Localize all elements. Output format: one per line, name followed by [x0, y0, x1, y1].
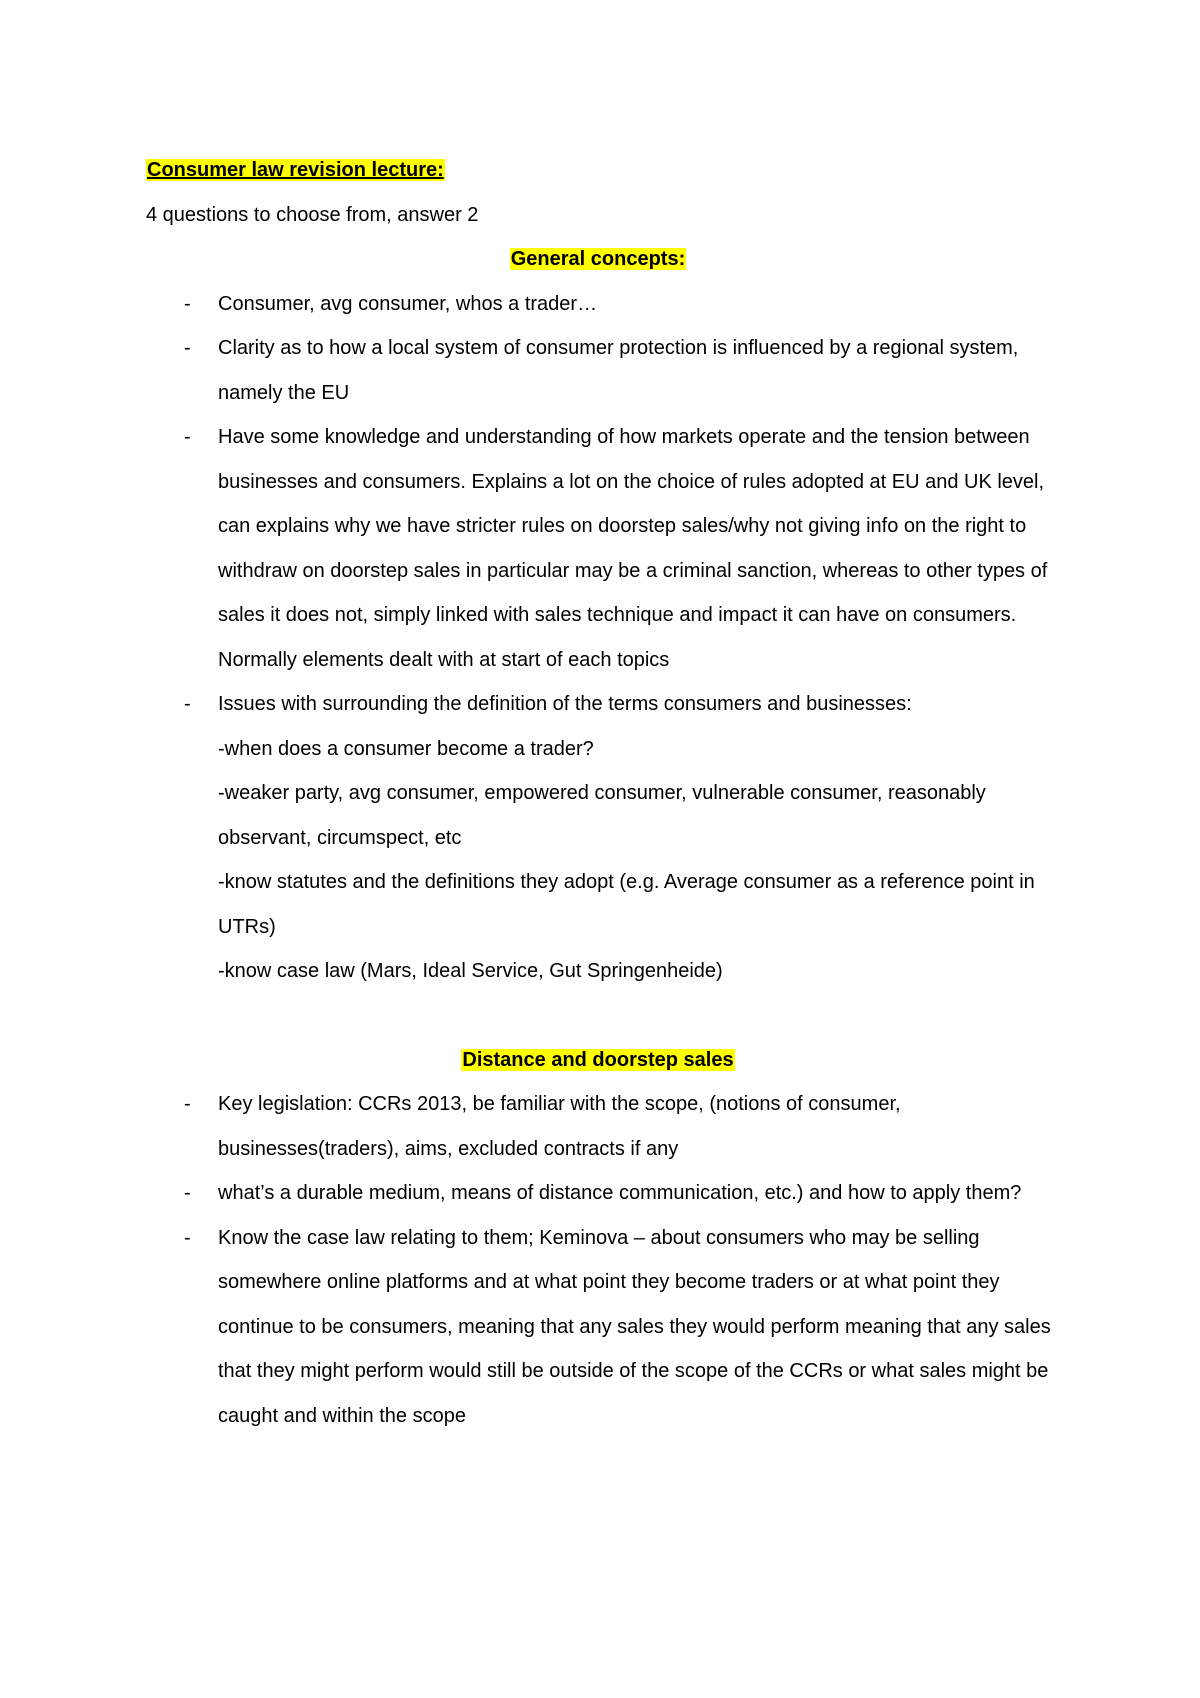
section-heading-distance-doorstep-line	[146, 1038, 1060, 1083]
general-concepts-list	[146, 282, 1060, 994]
dash-bullet: -	[184, 1226, 191, 1249]
list-item	[146, 1082, 1060, 1171]
list-item	[146, 1216, 1060, 1439]
sub-point: -know statutes and the definitions they adopt (e.g. Average consumer as a reference point in UTRs)	[218, 871, 1035, 938]
list-item	[146, 326, 1060, 415]
dash-bullet: -	[184, 337, 191, 359]
document-title: Consumer law revision lecture:	[147, 159, 444, 181]
dash-bullet: -	[184, 693, 191, 715]
list-item	[146, 282, 1060, 327]
list-item-text: Have some knowledge and understanding of how markets operate and the tension between businesses and consumers. Explains a lot on the choice of rules adopted at EU and UK level, can explains why we have stricter rules on doorstep sales/why not giving info on the right to withdraw on doorstep sales in particular may be a criminal sanction, whereas to other types of sales it does not, simply linked with sales technique and impact it can have on consumers. Normally elements dealt with at start of each topics	[218, 426, 1048, 671]
dash-bullet: -	[184, 292, 191, 315]
dash-bullet: -	[184, 426, 191, 448]
list-item	[146, 1171, 1060, 1216]
section-heading-distance-doorstep: Distance and doorstep sales	[462, 1048, 734, 1071]
section-heading-general-concepts: General concepts:	[510, 248, 686, 270]
document-title-line	[146, 148, 1060, 193]
spacer	[146, 994, 1060, 1038]
distance-doorstep-list	[146, 1082, 1060, 1438]
list-item-text: Know the case law relating to them; Keminova – about consumers who may be selling somewhere online platforms and at what point they become traders or at what point they continue to be consumers, meaning that any sales they would perform meaning that any sales that they might perform would still be outside of the scope of the CCRs or what sales might be caught and within the scope	[218, 1226, 1051, 1427]
list-item-text: Clarity as to how a local system of consumer protection is influenced by a regional system, namely the EU	[218, 337, 1019, 404]
list-item-text: Issues with surrounding the definition of the terms consumers and businesses:	[218, 693, 912, 715]
sub-point: -weaker party, avg consumer, empowered consumer, vulnerable consumer, reasonably observant, circumspect, etc	[218, 782, 986, 849]
list-item	[146, 682, 1060, 994]
list-item-text: Key legislation: CCRs 2013, be familiar with the scope, (notions of consumer, businesses(traders), aims, excluded contracts if any	[218, 1093, 901, 1160]
sub-point: -when does a consumer become a trader?	[218, 737, 594, 760]
intro-text: 4 questions to choose from, answer 2	[146, 203, 479, 226]
dash-bullet: -	[184, 1093, 191, 1115]
list-item-text: Consumer, avg consumer, whos a trader…	[218, 292, 598, 315]
sub-point: -know case law (Mars, Ideal Service, Gut Springenheide)	[218, 960, 723, 982]
dash-bullet: -	[184, 1182, 191, 1204]
list-item	[146, 415, 1060, 682]
list-item-text: what’s a durable medium, means of distance communication, etc.) and how to apply them?	[218, 1182, 1022, 1204]
section-heading-general-concepts-line	[146, 237, 1060, 282]
